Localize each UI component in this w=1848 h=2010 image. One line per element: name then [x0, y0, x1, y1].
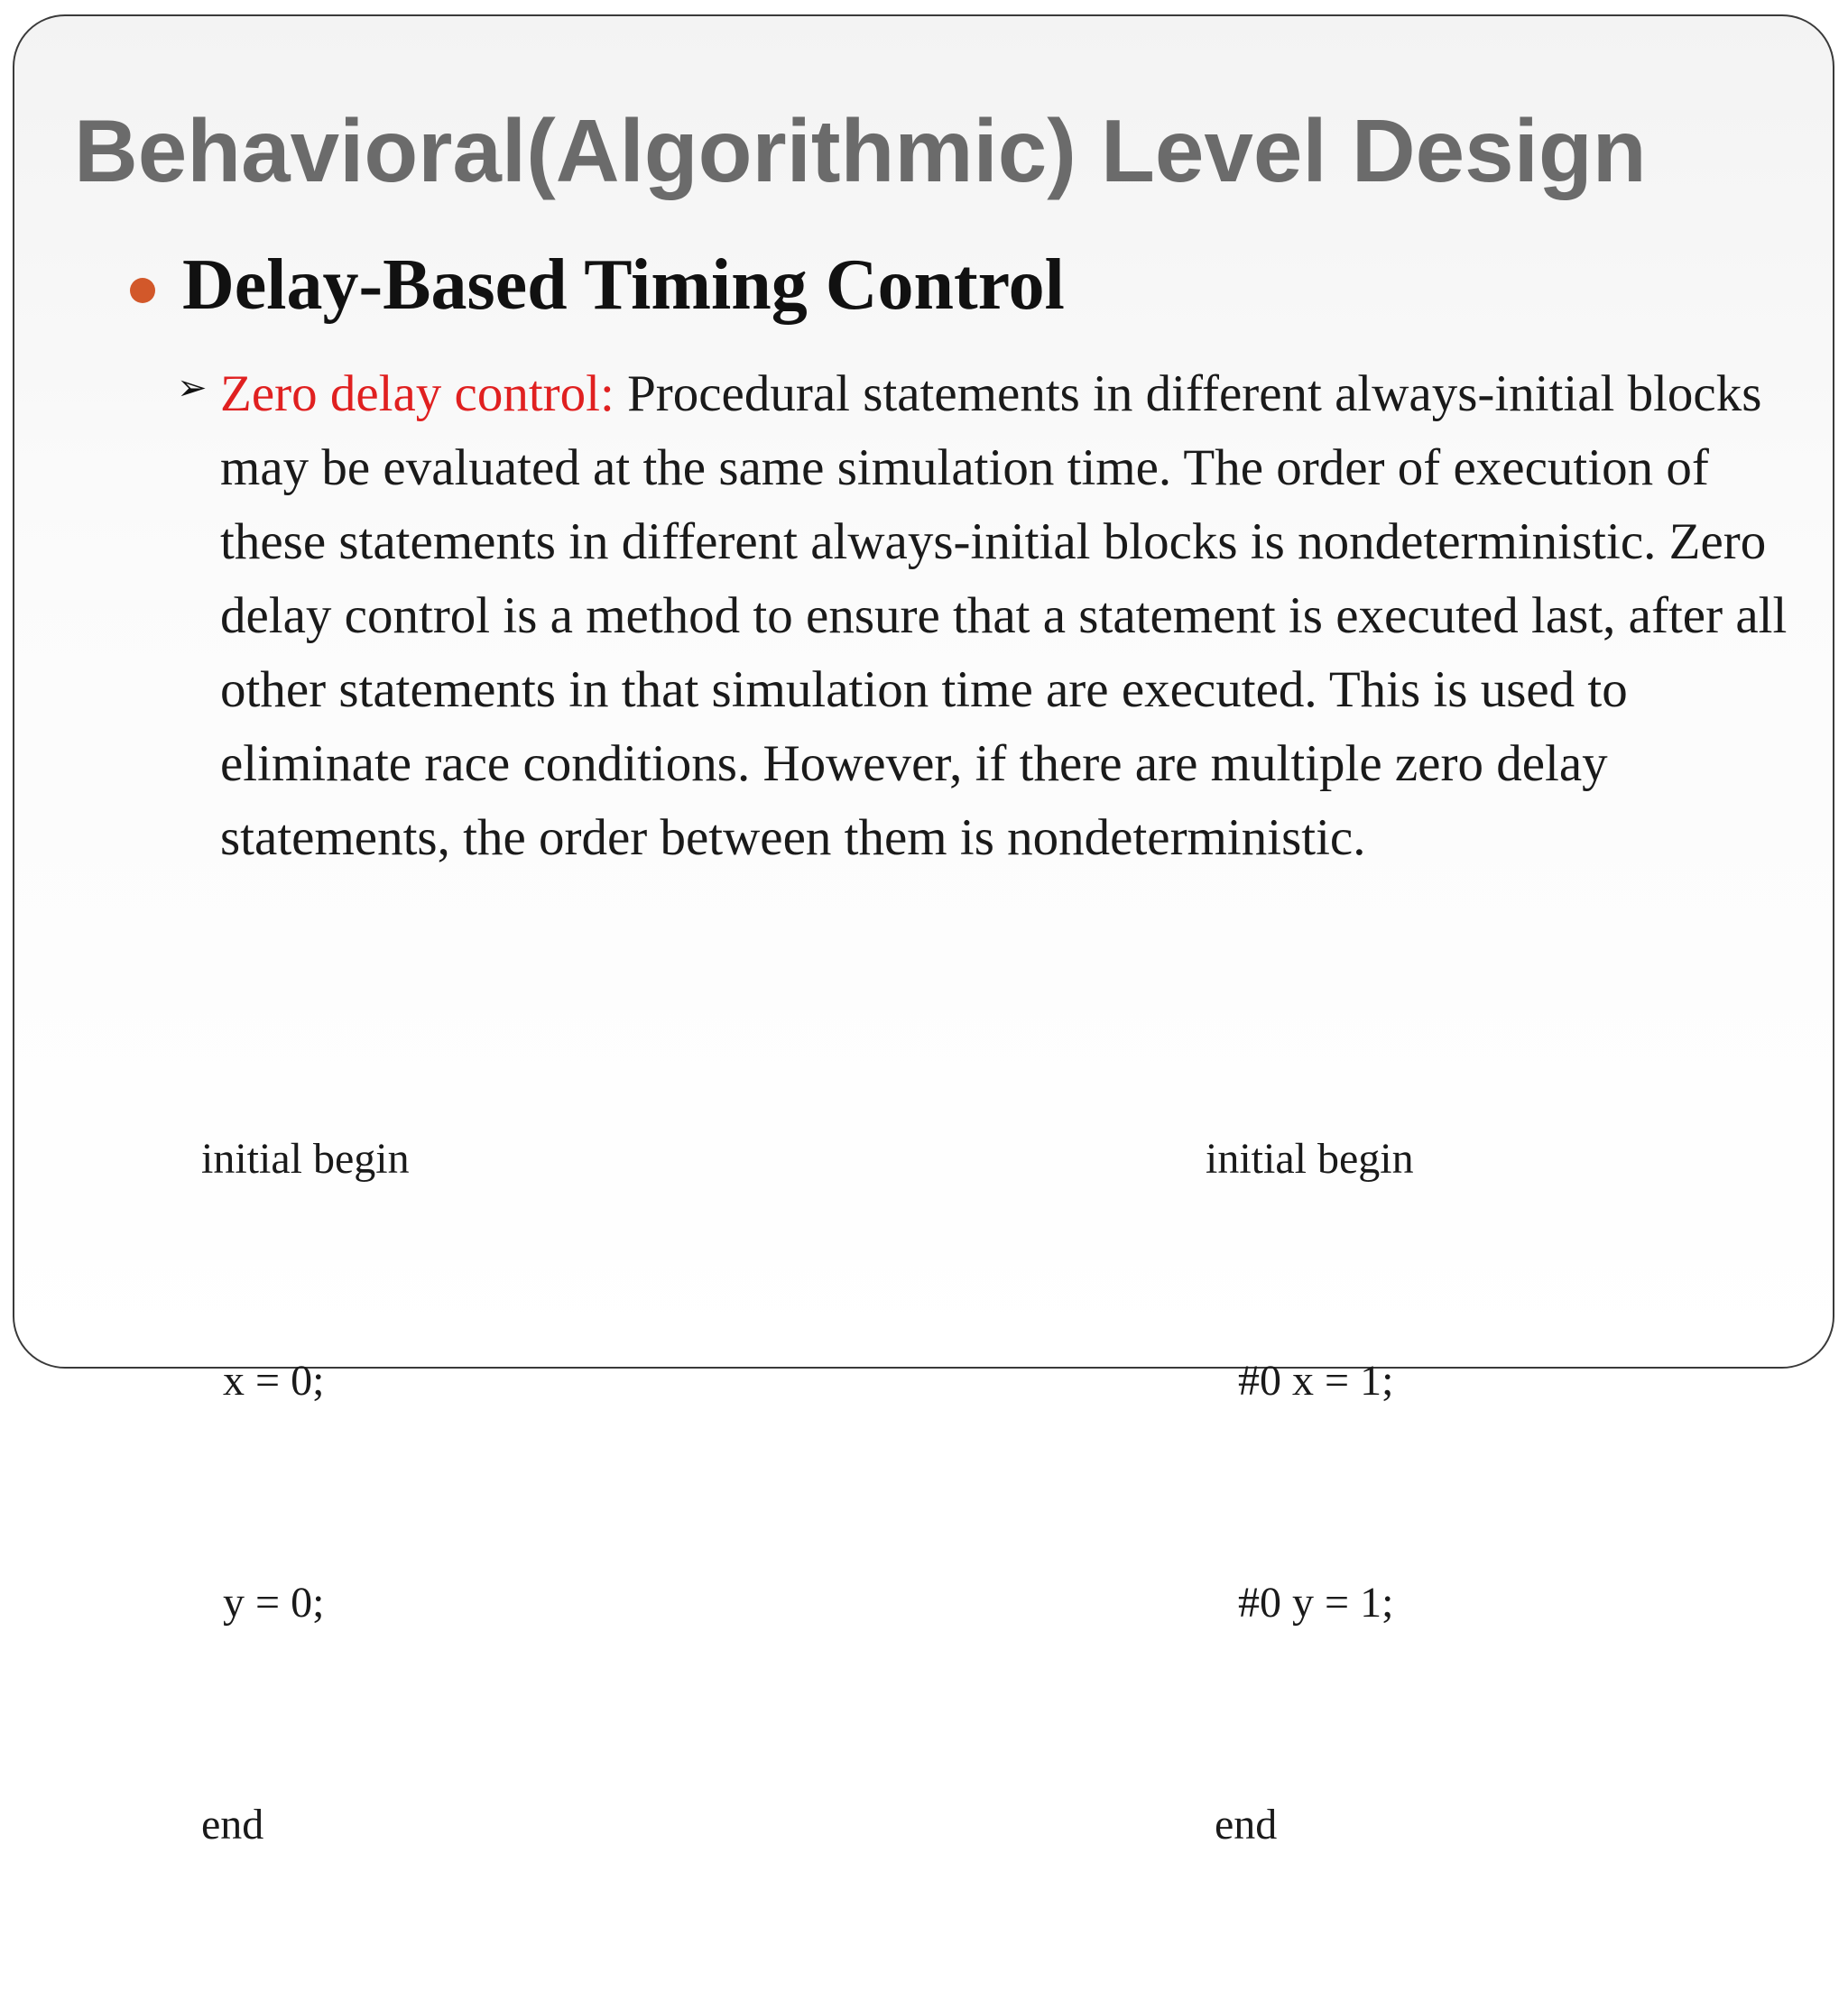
- code-line: end: [201, 1801, 264, 1849]
- code-line: x = 0;: [223, 1357, 325, 1405]
- code-line: initial begin: [201, 1135, 410, 1183]
- code-block-left: [201, 974, 410, 2010]
- code-line: y = 0;: [223, 1579, 325, 1627]
- code-line: #0 y = 1;: [1238, 1579, 1394, 1627]
- body-text: Procedural statements in different always-initial blocks may be evaluated at the same simulation time. The order of execution of these statements in different always-initial blocks is nondeterministic. Zero delay control is a method to ensure that a statement is executed last, after all other statements in that simulation time are executed. This is used to eliminate race conditions. However, if there are multiple zero delay statements, the order between them is nondeterministic.: [220, 365, 1788, 866]
- code-line: end: [1215, 1801, 1278, 1849]
- bullet-heading: Delay-Based Timing Control: [182, 245, 1065, 325]
- body-paragraph: [220, 357, 1790, 875]
- bullet-dot-icon: [130, 278, 155, 303]
- slide: [13, 14, 1834, 1849]
- code-line: initial begin: [1206, 1135, 1414, 1183]
- code-line: #0 x = 1;: [1238, 1357, 1394, 1405]
- arrow-bullet-icon: ➢: [177, 367, 208, 409]
- code-block-right: [1206, 974, 1414, 2010]
- highlight-label: Zero delay control:: [220, 365, 614, 422]
- slide-title: Behavioral(Algorithmic) Level Design: [74, 101, 1647, 200]
